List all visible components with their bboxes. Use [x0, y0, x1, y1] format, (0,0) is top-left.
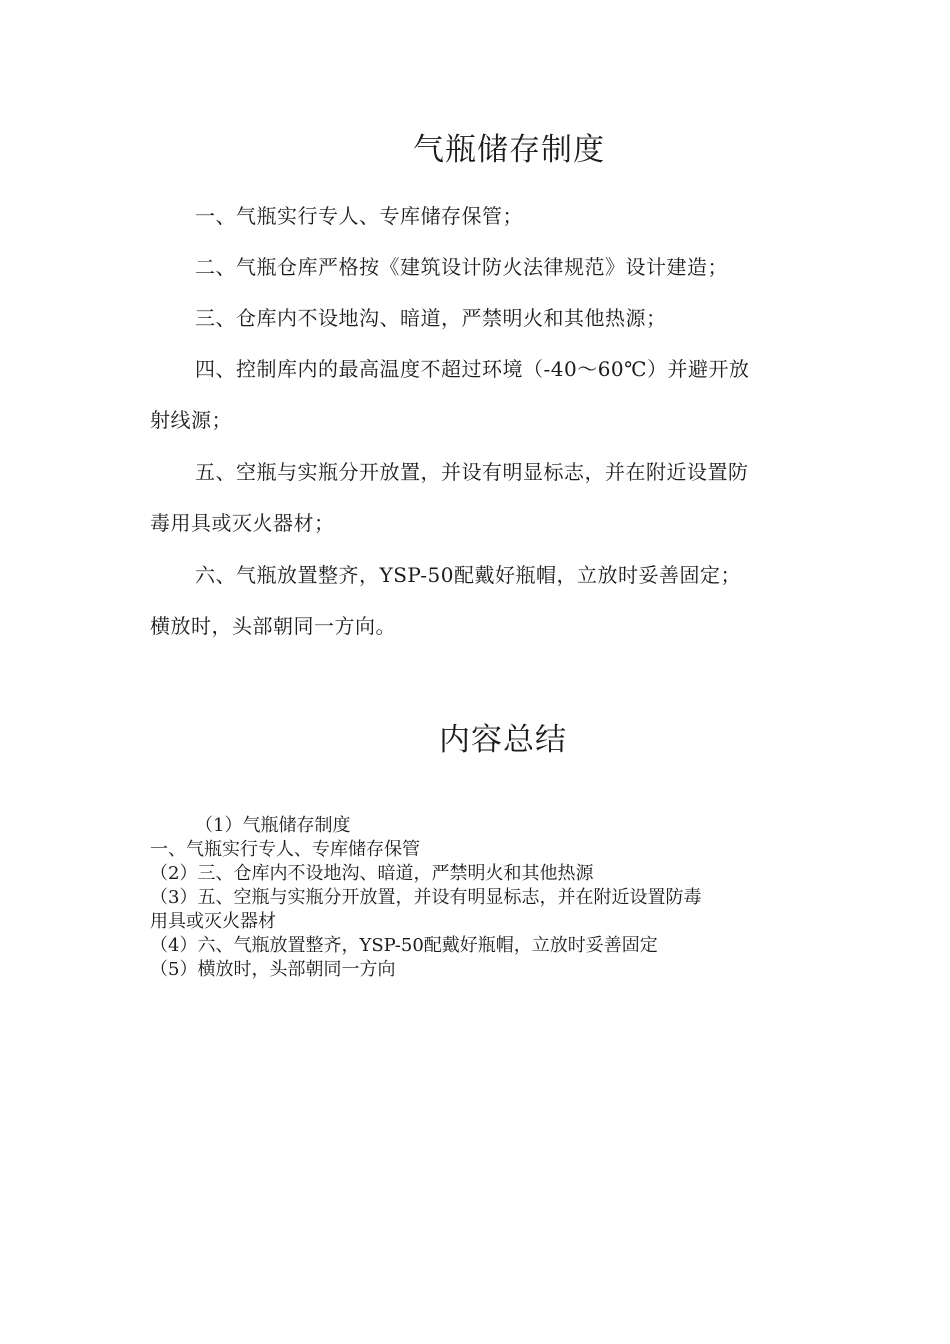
rule-6: 六、气瓶放置整齐，YSP-50配戴好瓶帽，立放时妥善固定；: [195, 563, 741, 587]
summary-line-6: （4）六、气瓶放置整齐，YSP-50配戴好瓶帽，立放时妥善固定: [150, 935, 658, 956]
document-title: 气瓶储存制度: [413, 132, 605, 168]
summary-title: 内容总结: [439, 722, 567, 758]
rule-3: 三、仓库内不设地沟、暗道，严禁明火和其他热源；: [195, 306, 667, 330]
summary-line-4: （3）五、空瓶与实瓶分开放置，并设有明显标志，并在附近设置防毒: [150, 887, 702, 908]
rule-5-continued: 毒用具或灭火器材；: [150, 511, 335, 535]
summary-line-3: （2）三、仓库内不设地沟、暗道，严禁明火和其他热源: [150, 863, 594, 884]
summary-line-2: 一、气瓶实行专人、专库储存保管: [150, 839, 420, 860]
rule-1: 一、气瓶实行专人、专库储存保管；: [195, 204, 523, 228]
summary-line-5: 用具或灭火器材: [150, 911, 276, 932]
rule-5: 五、空瓶与实瓶分开放置，并设有明显标志，并在附近设置防: [195, 460, 749, 484]
rule-4: 四、控制库内的最高温度不超过环境（-40～60℃）并避开放: [195, 357, 750, 381]
summary-line-1: （1）气瓶储存制度: [195, 815, 351, 836]
rule-4-continued: 射线源；: [150, 408, 232, 432]
rule-6-continued: 横放时，头部朝同一方向。: [150, 614, 396, 638]
summary-line-7: （5）横放时，头部朝同一方向: [150, 959, 396, 980]
rule-2: 二、气瓶仓库严格按《建筑设计防火法律规范》设计建造；: [195, 255, 728, 279]
